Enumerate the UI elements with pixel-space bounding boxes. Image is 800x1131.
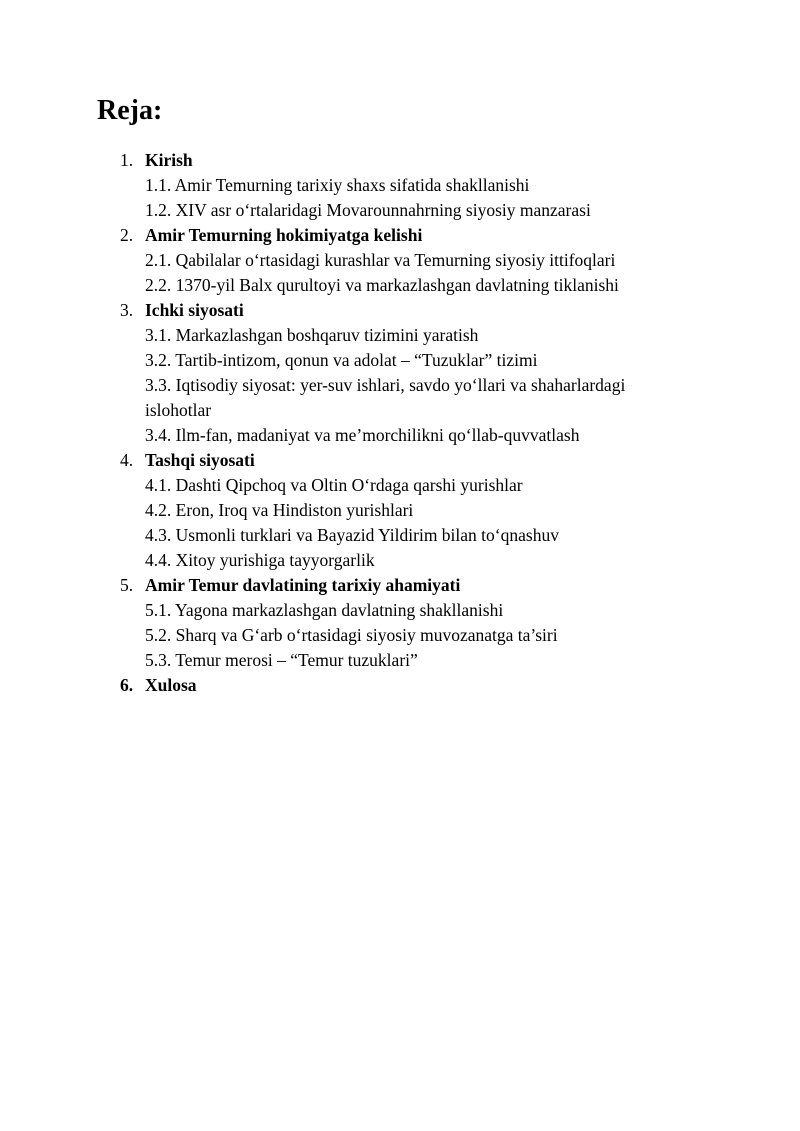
subsection-item: 1.1. Amir Temurning tarixiy shaxs sifatida shakllanishi [145,175,530,195]
outline-section [0,573,800,673]
section-heading [0,573,800,598]
section-title: Tashqi siyosati [145,450,255,470]
subsection-item: 5.1. Yagona markazlashgan davlatning shakllanishi [145,600,504,620]
subsection-item: 3.3. Iqtisodiy siyosat: yer-suv ishlari, savdo yo‘llari va shaharlardagi islohotlar [145,375,626,420]
outline-section [0,673,800,698]
section-number: 1. [120,150,134,170]
section-title: Amir Temur davlatining tarixiy ahamiyati [145,575,461,595]
section-number: 4. [120,450,134,470]
page-title: Reja: [97,95,163,126]
outline-section [0,148,800,223]
subsection-list [0,473,800,573]
section-number: 5. [120,575,134,595]
subsection-list [0,598,800,673]
section-heading [0,223,800,248]
section-title: Ichki siyosati [145,300,244,320]
subsection-item: 5.3. Temur merosi – “Temur tuzuklari” [145,650,418,670]
section-heading [0,448,800,473]
subsection-item: 2.2. 1370-yil Balx qurultoyi va markazlashgan davlatning tiklanishi [145,275,619,295]
outline-section [0,223,800,298]
subsection-item: 1.2. XIV asr o‘rtalaridagi Movarounnahrning siyosiy manzarasi [145,200,591,220]
subsection-item: 2.1. Qabilalar o‘rtasidagi kurashlar va Temurning siyosiy ittifoqlari [145,250,616,270]
section-heading [0,148,800,173]
section-number: 3. [120,300,134,320]
outline-list [0,148,800,698]
section-title: Kirish [145,150,193,170]
subsection-item: 4.1. Dashti Qipchoq va Oltin O‘rdaga qarshi yurishlar [145,475,523,495]
outline-section [0,448,800,573]
subsection-list [0,173,800,223]
subsection-item: 3.1. Markazlashgan boshqaruv tizimini yaratish [145,325,479,345]
subsection-item: 5.2. Sharq va G‘arb o‘rtasidagi siyosiy muvozanatga ta’siri [145,625,558,645]
subsection-list [0,323,800,448]
subsection-item: 4.3. Usmonli turklari va Bayazid Yildirim bilan to‘qnashuv [145,525,559,545]
section-title: Amir Temurning hokimiyatga kelishi [145,225,423,245]
subsection-item: 3.2. Tartib-intizom, qonun va adolat – “Tuzuklar” tizimi [145,350,538,370]
section-heading [0,673,800,698]
section-number: 2. [120,225,134,245]
section-heading [0,298,800,323]
subsection-item: 3.4. Ilm-fan, madaniyat va me’morchilikni qo‘llab-quvvatlash [145,425,580,445]
section-title: Xulosa [145,675,197,695]
subsection-item: 4.2. Eron, Iroq va Hindiston yurishlari [145,500,414,520]
section-number: 6. [120,675,134,695]
subsection-item: 4.4. Xitoy yurishiga tayyorgarlik [145,550,375,570]
outline-section [0,298,800,448]
subsection-list [0,248,800,298]
